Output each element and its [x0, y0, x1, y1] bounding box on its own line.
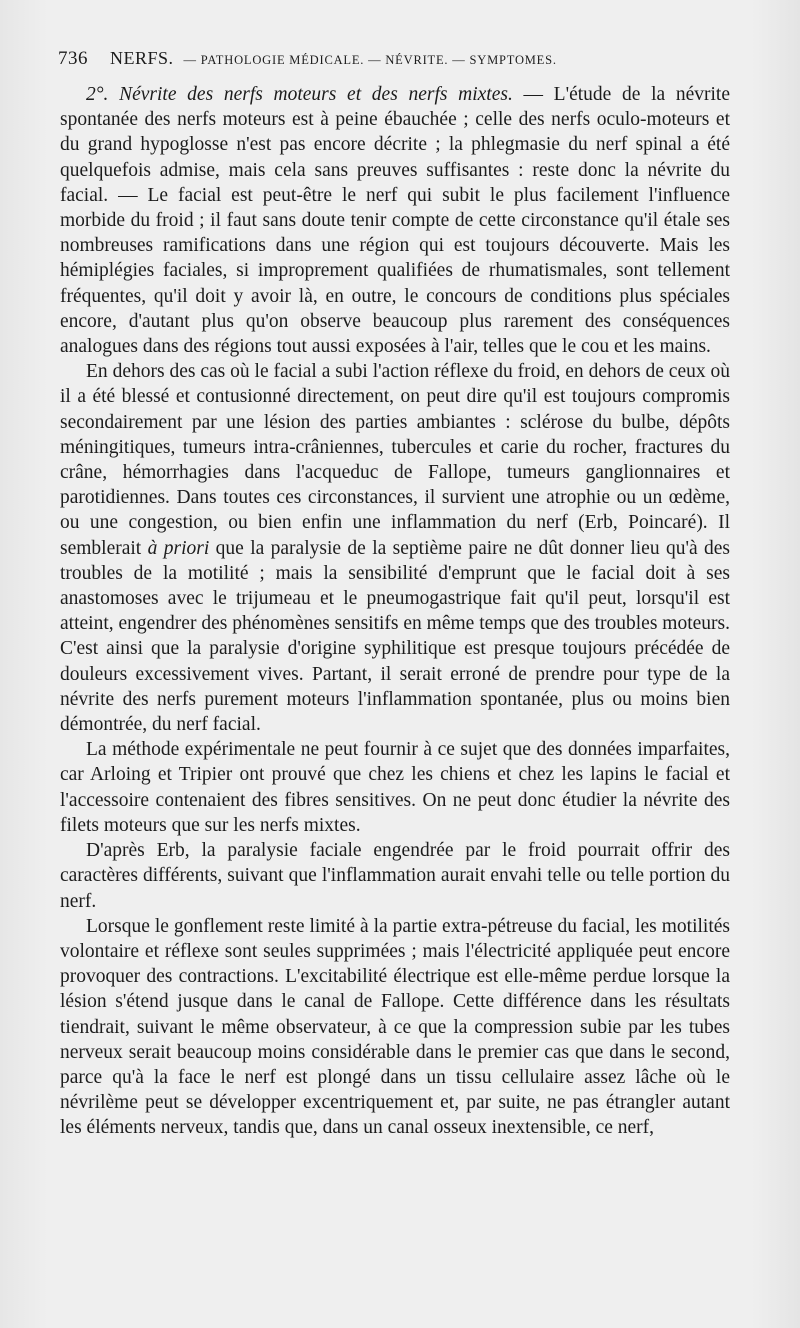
paragraph-3: La méthode expérimentale ne peut fournir à ce sujet que des données imparfaites, car Arloing et Tripier ont prouvé que chez les chiens et chez les lapins le facial et l'accessoire contenaient des fibres sensitives. On ne peut donc étudier la névrite des filets moteurs que sur les nerfs mixtes. [60, 739, 730, 836]
running-header [58, 48, 740, 72]
section-heading: 2°. Névrite des nerfs moteurs et des nerfs mixtes. [86, 84, 513, 105]
body-text [60, 82, 730, 1141]
paragraph-2-text-a: En dehors des cas où le facial a subi l'action réflexe du froid, en dehors de ceux où il a été blessé et contusionné directement, on peut dire qu'il est toujours compromis secondairement par une lésion des parties ambiantes : sclérose du bulbe, dépôts méningitiques, tumeurs intra-crâniennes, tubercules et carie du rocher, fractures du crâne, hémorrhagies dans l'acqueduc de Fallope, tumeurs ganglionnaires et parotidiennes. Dans toutes ces circonstances, il survient une atrophie ou un œdème, ou une congestion, ou bien enfin une inflammation du nerf (Erb, Poincaré). Il semblerait [60, 361, 730, 559]
paragraph-4: D'après Erb, la paralysie faciale engendrée par le froid pourrait offrir des caractères différents, suivant que l'inflammation aurait envahi telle ou telle portion du nerf. [60, 840, 730, 912]
paragraph-1-text: — L'étude de la névrite spontanée des nerfs moteurs est à peine ébauchée ; celle des nerfs oculo-moteurs et du grand hypoglosse n'est pas encore décrite ; la phlegmasie du nerf spinal a été quelquefois admise, mais cela sans preuves suffisantes : reste donc la névrite du facial. — Le facial est peut-être le nerf qui subit le plus facilement l'influence morbide du froid ; il faut sans doute tenir compte de cette circonstance qu'il étale ses nombreuses ramifications dans une région qui est toujours découverte. Mais les hémiplégies faciales, si improprement qualifiées de rhumatismales, sont tellement fréquentes, qu'il doit y avoir là, en outre, le concours de conditions plus spéciales encore, d'autant plus qu'on observe beaucoup plus rarement des conséquences analogues dans des régions tout aussi exposées à l'air, telles que le cou et les mains. [60, 84, 730, 358]
paragraph-2-text-b: que la paralysie de la septième paire ne dût donner lieu qu'à des troubles de la motilité ; mais la sensibilité d'emprunt que le facial doit à ses anastomoses avec le trijumeau et le pneumogastrique fait qu'il peut, lorsqu'il est atteint, engendrer des phénomènes sensitifs en même temps que des troubles moteurs. C'est ainsi que la paralysie d'origine syphilitique est presque toujours précédée de douleurs excessivement vives. Partant, il serait erroné de prendre pour type de la névrite des nerfs purement moteurs l'inflammation spontanée, plus ou moins bien démontrée, du nerf facial. [60, 537, 731, 736]
paragraph-2-emphasis: à priori [147, 537, 210, 559]
page-number: 736 [58, 48, 88, 69]
paragraph-5: Lorsque le gonflement reste limité à la partie extra-pétreuse du facial, les motilités volontaire et réflexe sont seules supprimées ; mais l'électricité appliquée peut encore provoquer des contractions. L'excitabilité électrique est elle-même perdue lorsque la lésion s'étend jusque dans le canal de Fallope. Cette différence dans les résultats tiendrait, suivant le même observateur, à ce que la compression subie par les tubes nerveux serait beaucoup moins considérable dans le premier cas que dans le second, parce qu'à la face le nerf est plongé dans un tissu cellulaire assez lâche où le névrilème peut se développer excentriquement et, par suite, ne pas étrangler autant les éléments nerveux, tandis que, dans un canal osseux inextensible, ce nerf, [60, 915, 730, 1139]
paragraph-1 [60, 82, 730, 359]
header-title: NERFS. [110, 48, 174, 68]
header-subtitle: — PATHOLOGIE MÉDICALE. — NÉVRITE. — SYMPTOMES. [183, 53, 557, 67]
paragraph-2 [60, 359, 730, 737]
